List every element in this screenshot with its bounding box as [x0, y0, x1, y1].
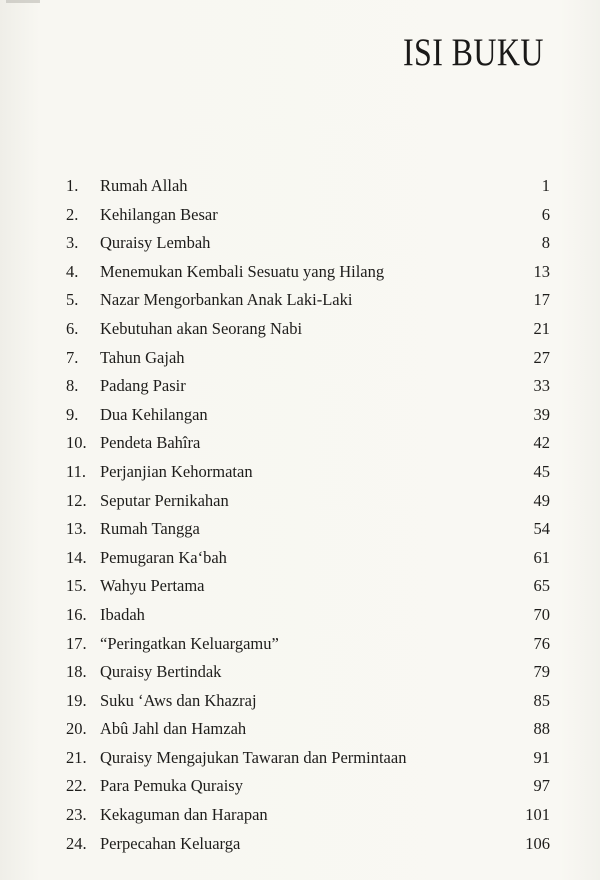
toc-entry-number: 23.: [66, 805, 87, 825]
toc-entry-number: 4.: [66, 261, 79, 281]
toc-entry: [66, 658, 550, 687]
toc-entry-number: 20.: [66, 719, 87, 739]
toc-entry-title: Abû Jahl dan Hamzah: [100, 719, 247, 739]
toc-entry-page-number: 61: [533, 547, 550, 567]
toc-entry-page-number: 17: [533, 290, 550, 310]
toc-entry: [66, 772, 550, 801]
toc-entry: [66, 830, 550, 859]
toc-entry-title: Rumah Allah: [100, 176, 188, 195]
toc-entry-number: 2.: [66, 204, 79, 224]
toc-entry: [66, 315, 550, 344]
toc-entry-page-number: 45: [533, 461, 550, 481]
toc-entry-title: Kehilangan Besar: [100, 204, 218, 224]
toc-entry-page-number: 79: [533, 662, 550, 682]
toc-entry-number: 24.: [66, 833, 87, 853]
toc-entry-number: 9.: [66, 404, 79, 424]
toc-entry: [66, 172, 550, 201]
toc-entry: [66, 744, 550, 773]
toc-entry: [66, 344, 550, 373]
toc-entry-title: Pendeta Bahîra: [100, 433, 201, 453]
toc-entry-page-number: 106: [525, 833, 550, 853]
toc-entry-page-number: 70: [533, 604, 550, 624]
toc-entry-number: 5.: [66, 290, 79, 310]
page-title: ISI BUKU: [403, 31, 544, 74]
toc-entry-title: Tahun Gajah: [100, 347, 185, 367]
toc-entry: [66, 229, 550, 258]
toc-entry-number: 10.: [66, 433, 87, 453]
toc-entry-page-number: 27: [533, 347, 550, 367]
toc-entry-number: 8.: [66, 376, 79, 396]
toc-entry-page-number: 13: [533, 261, 550, 281]
toc-entry-title: Para Pemuka Quraisy: [100, 776, 243, 796]
toc-entry-number: 16.: [66, 604, 87, 624]
toc-entry-title: Menemukan Kembali Sesuatu yang Hilang: [100, 261, 385, 281]
toc-entry-number: 22.: [66, 776, 87, 796]
toc-entry-number: 15.: [66, 576, 87, 596]
toc-entry-page-number: 42: [533, 433, 550, 453]
toc-entry-title: Suku ‘Aws dan Khazraj: [100, 690, 257, 710]
toc-entry: [66, 515, 550, 544]
toc-entry-number: 21.: [66, 747, 87, 767]
scan-mark: [6, 0, 40, 3]
toc-entry-page-number: 97: [533, 776, 550, 796]
toc-entry-title: Kekaguman dan Harapan: [100, 805, 268, 825]
toc-entry-number: 19.: [66, 690, 87, 710]
toc-entry: [66, 544, 550, 573]
toc-entry-page-number: 54: [533, 519, 550, 539]
toc-entry: [66, 201, 550, 230]
toc-entry-page-number: 8: [541, 233, 550, 253]
toc-entry-title: Kebutuhan akan Seorang Nabi: [100, 318, 303, 338]
toc-entry-page-number: 76: [533, 633, 550, 653]
toc-entry-page-number: 6: [541, 204, 550, 224]
toc-entry-number: 11.: [66, 461, 87, 481]
toc-entry-title: Wahyu Pertama: [100, 576, 205, 596]
toc-entry: [66, 687, 550, 716]
toc-entry-number: 17.: [66, 633, 87, 653]
toc-entry-number: 14.: [66, 547, 87, 567]
toc-entry-title: Dua Kehilangan: [100, 404, 208, 424]
toc-entry: [66, 601, 550, 630]
toc-entry-number: 13.: [66, 519, 87, 539]
toc-entry-number: 1.: [66, 176, 79, 195]
toc-entry: [66, 286, 550, 315]
toc-entry: [66, 487, 550, 516]
toc-entry-page-number: 49: [533, 490, 550, 510]
toc-entry-title: Nazar Mengorbankan Anak Laki-Laki: [100, 290, 353, 310]
toc-entry-number: 6.: [66, 318, 79, 338]
toc-entry-number: 18.: [66, 662, 87, 682]
toc-entry-number: 12.: [66, 490, 87, 510]
toc-entry-title: Quraisy Mengajukan Tawaran dan Permintaan: [100, 747, 407, 767]
toc-entry-title: Quraisy Lembah: [100, 233, 211, 253]
toc-entry: [66, 372, 550, 401]
toc-entry-page-number: 101: [525, 805, 550, 825]
toc-entry-title: Pemugaran Ka‘bah: [100, 547, 227, 567]
toc-entry: [66, 258, 550, 287]
toc-entry-page-number: 65: [533, 576, 550, 596]
toc-entry-title: Padang Pasir: [100, 376, 186, 396]
toc-entry-page-number: 39: [533, 404, 550, 424]
toc-entry-page-number: 1: [541, 176, 550, 195]
toc-entry-title: Perjanjian Kehormatan: [100, 461, 253, 481]
toc-entry-title: Rumah Tangga: [100, 519, 200, 539]
toc-entry-page-number: 88: [533, 719, 550, 739]
toc-entry: [66, 429, 550, 458]
toc-entry: [66, 401, 550, 430]
toc-entry: [66, 801, 550, 830]
toc-entry-page-number: 21: [533, 318, 550, 338]
toc-entry-page-number: 85: [533, 690, 550, 710]
toc-entry-title: Seputar Pernikahan: [100, 490, 229, 510]
toc-entry-page-number: 33: [533, 376, 550, 396]
toc-entry: [66, 458, 550, 487]
toc-entry-number: 7.: [66, 347, 79, 367]
toc-entry-title: “Peringatkan Keluargamu”: [100, 633, 279, 653]
table-of-contents: [66, 172, 550, 858]
toc-entry: [66, 715, 550, 744]
toc-entry-page-number: 91: [533, 747, 550, 767]
toc-entry-title: Ibadah: [100, 604, 145, 624]
toc-entry-title: Perpecahan Keluarga: [100, 833, 241, 853]
toc-entry-title: Quraisy Bertindak: [100, 662, 222, 682]
toc-entry-number: 3.: [66, 233, 79, 253]
toc-entry: [66, 572, 550, 601]
toc-entry: [66, 630, 550, 659]
